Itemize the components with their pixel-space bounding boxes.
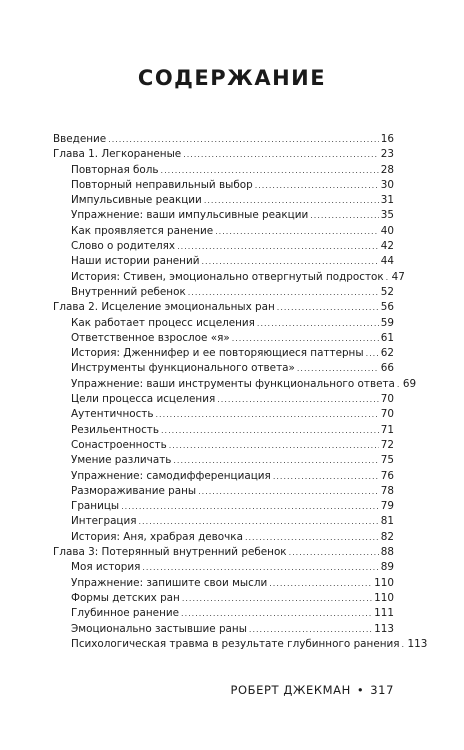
toc-page-number: 71 (380, 423, 394, 436)
toc-subentry (53, 285, 394, 300)
dot-leader (245, 530, 379, 545)
toc-page-number: 78 (380, 484, 394, 497)
toc-subentry (53, 178, 394, 193)
toc-entry-title: Формы детских ран (71, 591, 180, 604)
toc-subentry (53, 224, 394, 239)
toc-page-number: 59 (380, 316, 394, 329)
toc-subentry (53, 392, 394, 407)
toc-entry-title: Наши истории ранений (71, 255, 200, 268)
toc-entry-title: Эмоционально застывшие раны (71, 622, 247, 635)
toc-subentry (53, 514, 394, 529)
toc-entry-title: Упражнение: запишите свои мысли (71, 576, 268, 589)
dot-leader (386, 270, 390, 285)
dot-leader (121, 499, 379, 514)
footer-page-number: 317 (370, 683, 394, 697)
toc-entry-title: Внутренний ребенок (71, 285, 186, 298)
toc-subentry (53, 499, 394, 514)
toc-entry-title: Размораживание раны (71, 484, 197, 497)
footer-author: РОБЕРТ ДЖЕКМАН (230, 683, 351, 697)
toc-subentry (53, 163, 394, 178)
toc-subentry (53, 361, 394, 376)
dot-leader (273, 469, 379, 484)
toc-page-number: 110 (374, 591, 394, 604)
toc-entry-title: Импульсивные реакции (71, 194, 202, 207)
toc-page-number: 88 (380, 546, 394, 559)
dot-leader (232, 331, 379, 346)
toc-entry-title: Сонастроенность (71, 438, 167, 451)
toc-page-number: 40 (380, 224, 394, 237)
toc-subentry (53, 530, 394, 545)
toc-entry-title: Аутентичность (71, 408, 154, 421)
dot-leader (310, 208, 379, 223)
toc-subentry (53, 469, 394, 484)
toc-page-number: 31 (380, 194, 394, 207)
toc-subentry (53, 270, 405, 285)
toc-page-number: 44 (380, 255, 394, 268)
toc-page-number: 16 (380, 133, 394, 145)
page-title: СОДЕРЖАНИЕ (137, 66, 327, 90)
toc-entry-title: История: Аня, храбрая девочка (71, 530, 243, 543)
toc-page-number: 76 (380, 469, 394, 482)
dot-leader (215, 224, 379, 239)
toc-page-number: 79 (380, 500, 394, 513)
dot-leader (201, 254, 378, 269)
toc-entry-title: Моя история (71, 561, 141, 574)
dot-leader (249, 622, 372, 637)
toc-entry-title: Границы (71, 500, 120, 513)
toc-page-number: 113 (374, 622, 394, 635)
toc-entry-title: Введение (53, 133, 107, 145)
toc-page-number: 52 (380, 285, 394, 298)
toc-subentry (53, 377, 417, 392)
toc-page-number: 30 (380, 178, 394, 191)
dot-leader (183, 147, 379, 162)
toc-page-number: 111 (374, 607, 394, 620)
toc-subentry (53, 208, 394, 223)
toc-subentry (53, 637, 428, 652)
dot-leader (108, 132, 379, 147)
toc-page-number: 70 (380, 408, 394, 421)
dot-leader (198, 484, 379, 499)
toc-page-number: 82 (380, 530, 394, 543)
toc-entry-title: Повторный неправильный выбор (71, 178, 253, 191)
dot-leader (397, 377, 401, 392)
footer-separator: • (356, 683, 365, 697)
toc-entry-title: История: Стивен, эмоционально отвергнутый подросток (71, 270, 384, 283)
toc-page-number: 75 (380, 454, 394, 467)
toc-entry-title: Упражнение: самодифференциация (71, 469, 271, 482)
toc-chapter (53, 147, 394, 162)
dot-leader (142, 560, 378, 575)
toc-page-number: 62 (380, 347, 394, 360)
toc-subentry (53, 316, 394, 331)
dot-leader (155, 407, 378, 422)
dot-leader (297, 361, 379, 376)
dot-leader (277, 300, 379, 315)
dot-leader (169, 438, 379, 453)
running-footer (230, 683, 394, 697)
toc-page-number: 66 (380, 362, 394, 375)
toc-page-number: 28 (380, 163, 394, 176)
toc-entry-title: Инструменты функционального ответа» (71, 362, 295, 375)
toc-entry-title: Психологическая травма в результате глубинного ранения (71, 637, 400, 650)
toc-subentry (53, 576, 394, 591)
dot-leader (177, 239, 379, 254)
toc-subentry (53, 484, 394, 499)
toc-chapter (53, 300, 394, 315)
toc-entry-title: Как работает процесс исцеления (71, 316, 255, 329)
toc-subentry (53, 239, 394, 254)
toc-page-number: 72 (380, 438, 394, 451)
toc-subentry (53, 591, 394, 606)
toc-subentry (53, 407, 394, 422)
toc-page-number: 47 (391, 270, 405, 283)
toc-entry-title: Повторная боль (71, 163, 159, 176)
dot-leader (182, 591, 372, 606)
dot-leader (181, 606, 372, 621)
dot-leader (255, 178, 379, 193)
dot-leader (188, 285, 379, 300)
toc-entry-title: Цели процесса исцеления (71, 393, 216, 406)
dot-leader (204, 193, 379, 208)
toc-subentry (53, 560, 394, 575)
toc-entry-title: Глубинное ранение (71, 607, 180, 620)
toc-page-number: 113 (407, 637, 428, 650)
dot-leader (269, 576, 372, 591)
dot-leader (161, 163, 379, 178)
toc-subentry (53, 622, 394, 637)
toc-entry-title: Слово о родителях (71, 240, 176, 253)
toc-chapter (53, 132, 394, 147)
dot-leader (257, 316, 379, 331)
toc-entry-title: Глава 3: Потерянный внутренний ребенок (53, 546, 287, 559)
toc-entry-title: Интеграция (71, 515, 137, 528)
toc-subentry (53, 453, 394, 468)
toc-page-number: 69 (402, 377, 417, 390)
dot-leader (366, 346, 379, 361)
dot-leader (173, 453, 378, 468)
toc-chapter (53, 545, 394, 560)
toc-entry-title: Упражнение: ваши импульсивные реакции (71, 209, 309, 222)
dot-leader (217, 392, 379, 407)
toc-entry-title: Умение различать (71, 454, 172, 467)
toc-subentry (53, 423, 394, 438)
toc-subentry (53, 193, 394, 208)
toc-entry-title: Резильентность (71, 423, 159, 436)
toc-subentry (53, 606, 394, 621)
toc-entry-title: Как проявляется ранение (71, 224, 214, 237)
toc-page-number: 61 (380, 331, 394, 344)
toc-entry-title: Упражнение: ваши инструменты функционального ответа (71, 377, 395, 390)
toc-subentry (53, 438, 394, 453)
toc-entry-title: Ответственное взрослое «я» (71, 331, 230, 344)
toc-subentry (53, 254, 394, 269)
dot-leader (161, 423, 379, 438)
toc-page-number: 81 (380, 515, 394, 528)
toc-page-number: 56 (380, 301, 394, 314)
toc-subentry (53, 331, 394, 346)
table-of-contents (53, 132, 428, 652)
toc-entry-title: Глава 1. Легкораненые (53, 148, 182, 161)
toc-entry-title: Глава 2. Исцеление эмоциональных ран (53, 301, 275, 314)
toc-page-number: 110 (374, 576, 394, 589)
dot-leader (402, 637, 406, 652)
dot-leader (139, 514, 379, 529)
toc-page-number: 89 (380, 561, 394, 574)
toc-page-number: 23 (380, 148, 394, 161)
toc-page-number: 42 (380, 240, 394, 253)
dot-leader (289, 545, 379, 560)
toc-page-number: 35 (380, 209, 394, 222)
toc-subentry (53, 346, 394, 361)
toc-entry-title: История: Дженнифер и ее повторяющиеся паттерны (71, 347, 364, 360)
toc-page-number: 70 (380, 393, 394, 406)
